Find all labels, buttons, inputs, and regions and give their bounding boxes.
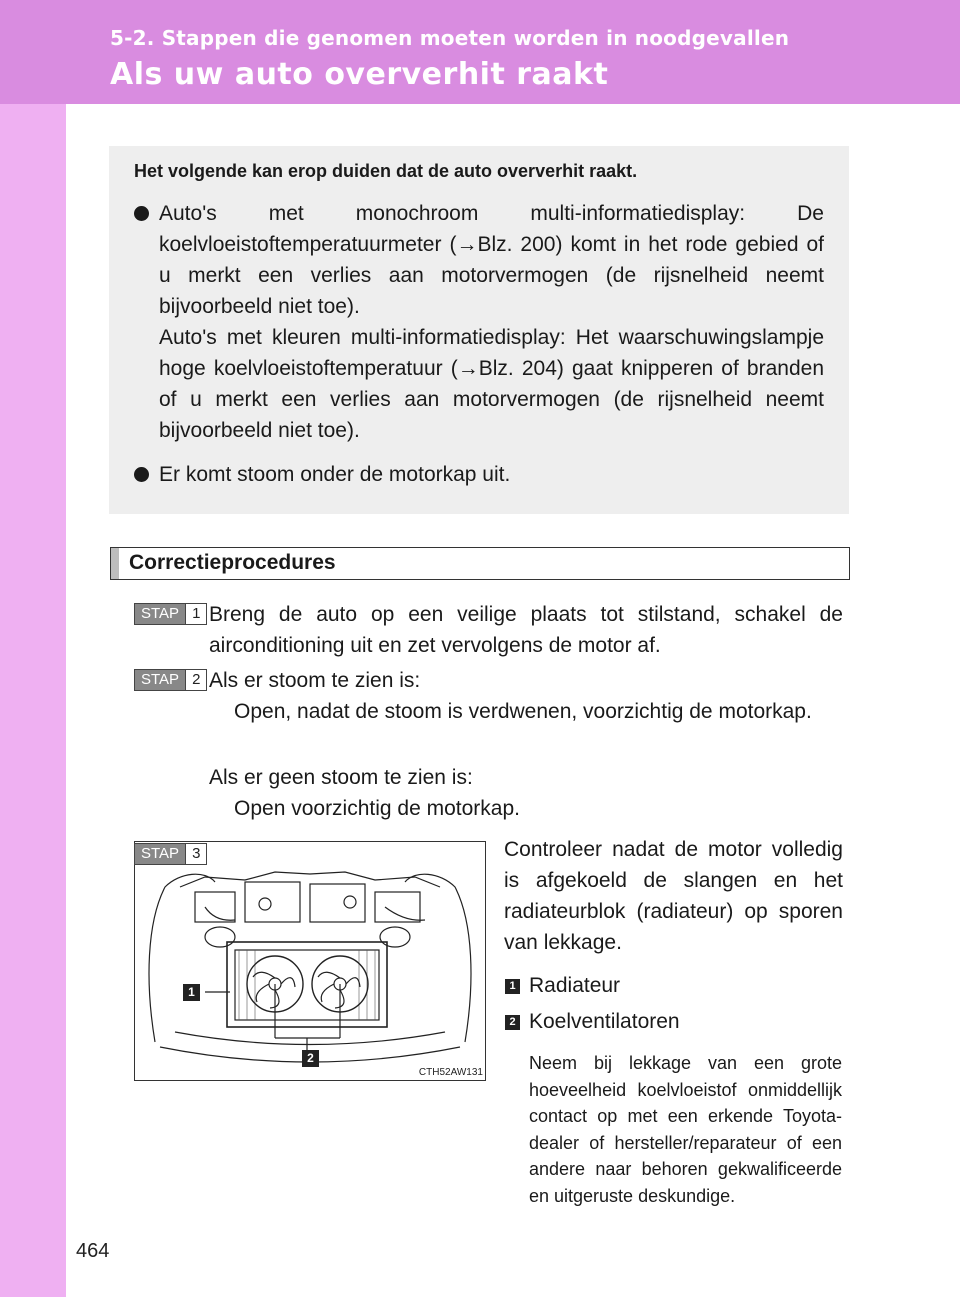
step-number: 2: [185, 670, 206, 690]
engine-bay-drawing: [135, 842, 485, 1080]
engine-bay-illustration: [134, 841, 486, 1081]
step-label: STAP: [135, 844, 185, 864]
step-2-badge: [134, 669, 207, 691]
step-3-badge: [134, 843, 207, 865]
info-bullet-1: [134, 198, 824, 446]
step-2-case-1-text: Open, nadat de stoom is verdwenen, voorzichtig de motorkap.: [234, 700, 812, 723]
legend-label-radiator: Radiateur: [529, 974, 621, 997]
step-number: 1: [185, 604, 206, 624]
page-header: [0, 0, 960, 104]
leak-note: Neem bij lekkage van een grote hoeveelheid koelvloeistof onmiddellijk contact op met een erkende Toyota-dealer of hersteller/reparateur of een andere naar behoren gekwalificeerde en uitgeruste deskundige.: [529, 1053, 842, 1206]
section-title: Correctieprocedures: [129, 551, 336, 574]
info-intro: Het volgende kan erop duiden dat de auto oververhit raakt.: [134, 161, 638, 181]
bullet-2-text: Er komt stoom onder de motorkap uit.: [159, 463, 511, 486]
step-1-badge: [134, 603, 207, 625]
side-band: [0, 104, 66, 1297]
legend-badge-1: 1: [505, 979, 520, 994]
page-title: Als uw auto oververhit raakt: [110, 57, 609, 92]
figure-code: CTH52AW131: [418, 1067, 483, 1078]
legend-badge-2: 2: [505, 1015, 520, 1030]
bullet-1-paragraph-1: Auto's met monochroom multi-informatiedisplay: De koelvloeistoftemperatuurmeter (→Blz. 200) komt in het rode gebied of u merkt een verlies aan motorvermogen (de rijsnelheid neemt bijvoorbeeld niet toe).: [159, 202, 824, 318]
bullet-icon: [134, 467, 149, 482]
step-2-case-2-text: Open voorzichtig de motorkap.: [234, 797, 520, 820]
section-accent: [111, 548, 119, 579]
callout-1: 1: [183, 984, 200, 1001]
page-number: 464: [76, 1240, 110, 1262]
callout-2: 2: [302, 1050, 319, 1067]
info-bullet-2: [134, 459, 824, 490]
bullet-1-paragraph-2: Auto's met kleuren multi-informatiedisplay: Het waarschuwingslampje hoge koelvloeistoftemperatuur (→Blz. 204) gaat knipperen of branden of u merkt een verlies aan motorvermogen (de rijsnelheid neemt bijvoorbeeld niet toe).: [159, 326, 824, 442]
step-number: 3: [185, 844, 206, 864]
info-box: [109, 146, 849, 514]
bullet-icon: [134, 206, 149, 221]
section-heading: 5-2. Stappen die genomen moeten worden in noodgevallen: [110, 26, 790, 50]
legend-label-fans: Koelventilatoren: [529, 1010, 680, 1033]
step-2-case-1-label: Als er stoom te zien is:: [209, 669, 421, 692]
step-label: STAP: [135, 604, 185, 624]
step-label: STAP: [135, 670, 185, 690]
step-1-text: Breng de auto op een veilige plaats tot stilstand, schakel de airconditioning uit en zet vervolgens de motor af.: [209, 603, 843, 657]
step-2-case-2-label: Als er geen stoom te zien is:: [209, 766, 473, 789]
step-3-text: Controleer nadat de motor volledig is afgekoeld de slangen en het radiateurblok (radiateur) op sporen van lekkage.: [504, 838, 843, 954]
section-title-bar: [110, 547, 850, 580]
